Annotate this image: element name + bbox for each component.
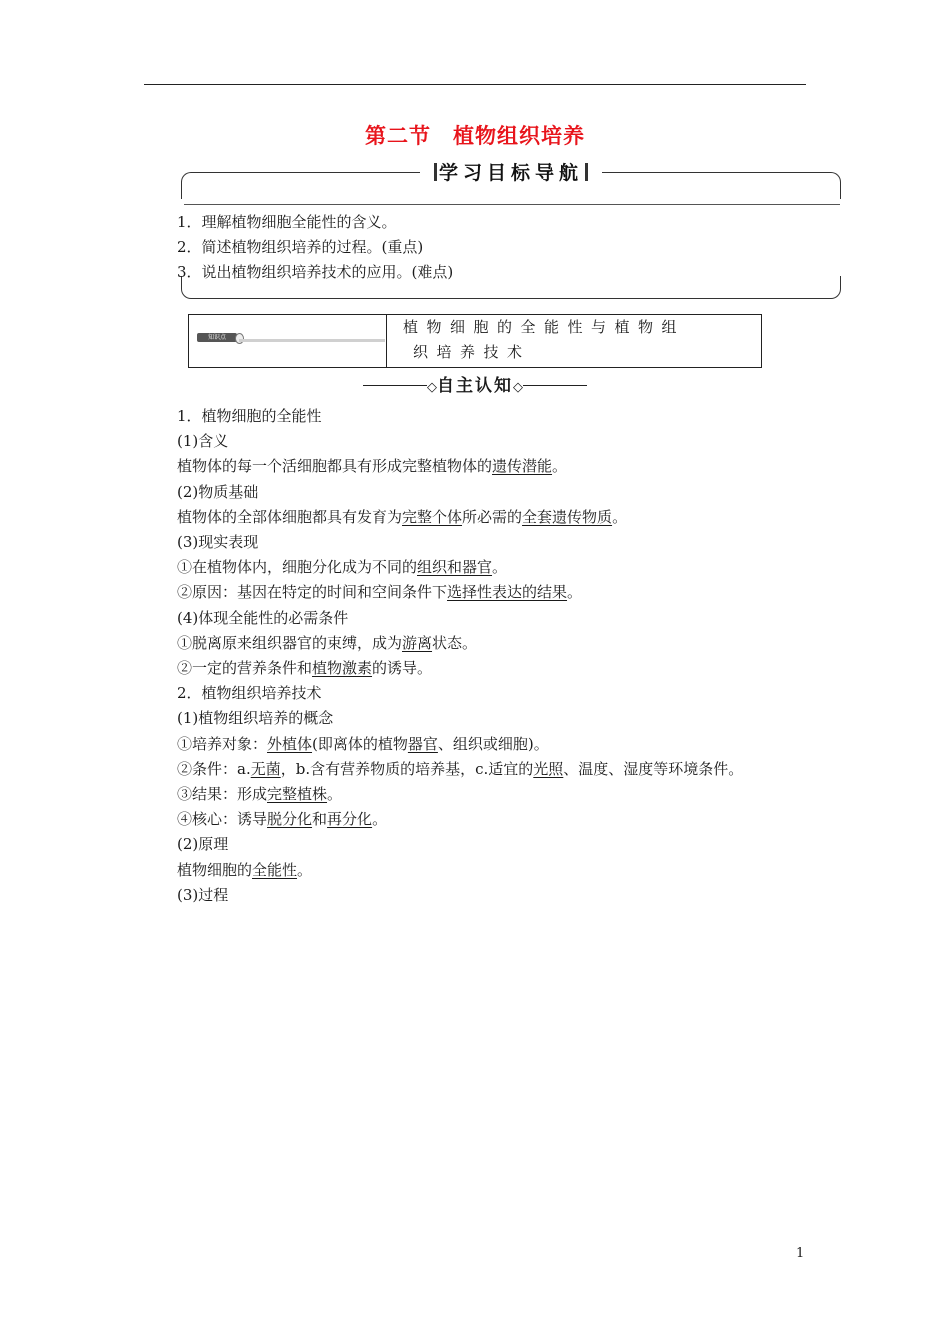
paragraph: ④核心：诱导脱分化和再分化。 xyxy=(177,810,388,829)
heading-2: 2．植物组织培养技术 xyxy=(177,684,322,703)
paragraph: ③结果：形成完整植株。 xyxy=(177,785,343,804)
section-heading-text: 自主认知 xyxy=(437,376,513,396)
main-content xyxy=(177,404,743,908)
answer-blank: 组织和器官 xyxy=(417,558,493,577)
paragraph: 植物体的全部体细胞都具有发育为完整个体所必需的全套遗传物质。 xyxy=(177,507,628,526)
paragraph: ②条件：a.无菌，b.含有营养物质的培养基，c.适宜的光照、温度、湿度等环境条件。 xyxy=(177,759,744,778)
title-topic: 植物组织培养 xyxy=(453,124,585,148)
page-number: 1 xyxy=(796,1246,805,1261)
paragraph: 植物体的每一个活细胞都具有形成完整植物体的遗传潜能。 xyxy=(177,457,568,476)
objective-item: 3．说出植物组织培养技术的应用。(难点) xyxy=(177,263,454,281)
title-section-number: 第二节 xyxy=(365,124,431,148)
answer-blank: 外植体 xyxy=(267,734,313,753)
objectives-label-text: 学习目标导航 xyxy=(438,162,583,184)
answer-blank: 脱分化 xyxy=(267,810,313,829)
answer-blank: 遗传潜能 xyxy=(492,457,553,476)
paragraph: 植物细胞的全能性。 xyxy=(177,860,313,879)
paragraph: ②原因：基因在特定的时间和空间条件下选择性表达的结果。 xyxy=(177,583,583,602)
knowledge-title-line: 植物细胞的全能性与植物组 xyxy=(403,318,686,336)
answer-blank: 植物激素 xyxy=(312,659,373,678)
diamond-icon: ◇ xyxy=(513,380,523,395)
objective-item: 2．简述植物组织培养的过程。(重点) xyxy=(177,238,424,256)
subheading: (3)现实表现 xyxy=(177,533,259,552)
answer-blank: 无菌 xyxy=(250,759,281,778)
answer-blank: 全套遗传物质 xyxy=(522,507,613,526)
answer-blank: 选择性表达的结果 xyxy=(447,583,568,602)
paragraph: ①在植物体内，细胞分化成为不同的组织和器官。 xyxy=(177,558,508,577)
answer-blank: 完整个体 xyxy=(402,507,463,526)
subheading: (1)植物组织培养的概念 xyxy=(177,709,334,728)
subheading: (4)体现全能性的必需条件 xyxy=(177,608,349,627)
badge-decor-line xyxy=(239,339,385,342)
objectives-label xyxy=(420,158,602,185)
diamond-icon: ◇ xyxy=(427,380,437,395)
knowledge-point-title xyxy=(403,315,703,365)
answer-blank: 游离 xyxy=(402,633,433,652)
subheading: (2)物质基础 xyxy=(177,482,259,501)
subheading: (2)原理 xyxy=(177,835,229,854)
paragraph: ②一定的营养条件和植物激素的诱导。 xyxy=(177,659,433,678)
answer-blank: 器官 xyxy=(407,734,438,753)
objective-item: 1．理解植物细胞全能性的含义。 xyxy=(177,213,397,231)
knowledge-point-badge: 知识点 xyxy=(197,333,237,342)
knowledge-point-box xyxy=(188,314,762,368)
answer-blank: 光照 xyxy=(533,759,564,778)
objectives-list xyxy=(177,210,453,285)
answer-blank: 完整植株 xyxy=(267,785,328,804)
page-title xyxy=(0,120,950,150)
paragraph: ①脱离原来组织器官的束缚，成为游离状态。 xyxy=(177,633,478,652)
subheading: (3)过程 xyxy=(177,885,229,904)
knowledge-title-line: 织培养技术 xyxy=(413,343,531,361)
paragraph: ①培养对象：外植体(即离体的植物器官、组织或细胞)。 xyxy=(177,734,549,753)
heading-1: 1．植物细胞的全能性 xyxy=(177,407,322,425)
answer-blank: 全能性 xyxy=(252,860,298,879)
subheading: (1)含义 xyxy=(177,432,229,451)
knowledge-box-divider xyxy=(386,315,387,367)
objectives-divider xyxy=(184,204,840,205)
answer-blank: 再分化 xyxy=(327,810,373,829)
section-heading xyxy=(0,371,950,396)
header-rule xyxy=(144,84,806,85)
